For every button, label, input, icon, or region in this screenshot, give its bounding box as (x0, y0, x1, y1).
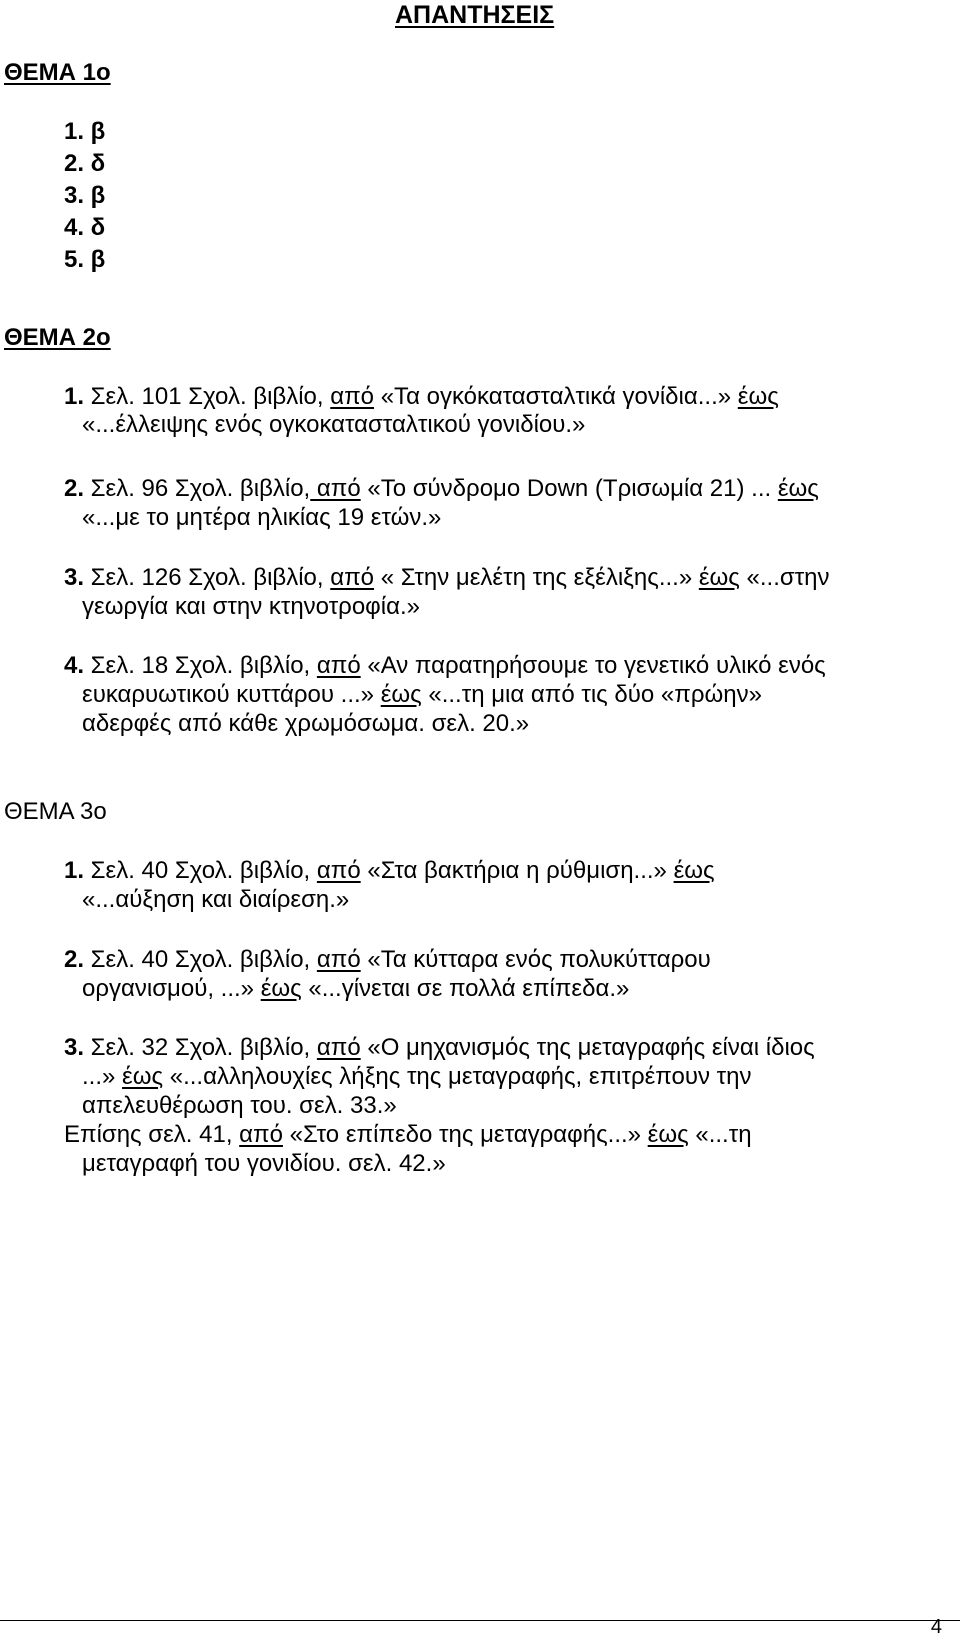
thema2-q4-eos: έως (380, 681, 422, 708)
page-number: 4 (930, 1616, 942, 1638)
thema1-answer-1: 1. β (64, 118, 106, 145)
thema1-answer-4: 4. δ (64, 214, 106, 241)
thema3-q2-ref: Σελ. 40 Σχολ. βιβλίο, (84, 946, 317, 973)
thema2-q2-quote-end: «...με το μητέρα ηλικίας 19 ετών.» (82, 504, 442, 531)
thema2-q2-number: 2. (64, 475, 85, 502)
thema3-q3-eos: έως (122, 1063, 164, 1090)
thema3-q3-ref: Σελ. 32 Σχολ. βιβλίο, (84, 1034, 317, 1061)
thema3-also-quote-end: μεταγραφή του γονιδίου. σελ. 42.» (82, 1150, 446, 1177)
thema2-q3-quote-start: « Στην μελέτη της εξέλιξης...» (374, 564, 699, 591)
thema1-answer-5: 5. β (64, 246, 106, 273)
thema3-q3-quote-end-start: «...αλληλουχίες λήξης της μεταγραφής, επιτρέπουν την (163, 1063, 752, 1090)
thema2-q3-quote-end-start: «...στην (739, 564, 830, 591)
thema3-q2-line2 (82, 974, 629, 1004)
thema3-q3-line1 (64, 1033, 815, 1063)
thema3-q3-quote-cont: ...» (82, 1063, 123, 1090)
thema3-also-ref: Επίσης σελ. 41, (64, 1121, 240, 1148)
thema3-q2-quote-end: «...γίνεται σε πολλά επίπεδα.» (301, 975, 630, 1002)
thema2-q1-apo: από (330, 383, 375, 410)
thema2-q2-apo: από (310, 475, 361, 502)
thema3-q3-quote-start: «Ο μηχανισμός της μεταγραφής είναι ίδιος (360, 1034, 815, 1061)
thema3-q2-apo: από (316, 946, 361, 973)
thema3-q3-number: 3. (64, 1034, 85, 1061)
thema2-q2-ref: Σελ. 96 Σχολ. βιβλίο, (84, 475, 311, 502)
footer-rule (0, 1620, 960, 1621)
thema3-q1-apo: από (316, 857, 361, 884)
thema2-heading: ΘΕΜΑ 2ο (4, 324, 111, 351)
thema2-q4-quote-start: «Αν παρατηρήσουμε το γενετικό υλικό ενός (360, 652, 826, 679)
thema2-q3-eos: έως (698, 564, 740, 591)
thema1-answer-2: 2. δ (64, 150, 106, 177)
thema3-q2-eos: έως (260, 975, 302, 1002)
thema3-q1-ref: Σελ. 40 Σχολ. βιβλίο, (84, 857, 317, 884)
thema3-q1-quote-start: «Στα βακτήρια η ρύθμιση...» (360, 857, 674, 884)
thema3-q1-eos: έως (673, 857, 715, 884)
thema2-q1-quote-end: «...έλλειψης ενός ογκοκατασταλτικού γονιδίου.» (82, 411, 586, 438)
thema3-also-apo: από (239, 1121, 283, 1148)
thema2-q3-ref: Σελ. 126 Σχολ. βιβλίο, (84, 564, 331, 591)
thema2-q4-quote-end: αδερφές από κάθε χρωμόσωμα. σελ. 20.» (82, 710, 530, 737)
thema3-q3-quote-end: απελευθέρωση του. σελ. 33.» (82, 1092, 397, 1119)
thema2-q3-line1 (64, 563, 830, 593)
thema3-also-quote-end-start: «...τη (688, 1121, 752, 1148)
thema2-q2-line1 (64, 474, 819, 504)
thema3-also-eos: έως (647, 1121, 689, 1148)
thema3-q2-line1 (64, 945, 711, 975)
thema3-q2-quote-start: «Τα κύτταρα ενός πολυκύτταρου (360, 946, 711, 973)
thema2-q2-quote-start: «Το σύνδρομο Down (Τρισωμία 21) ... (360, 475, 778, 502)
thema3-q1-quote-end: «...αύξηση και διαίρεση.» (82, 886, 350, 913)
thema1-heading: ΘΕΜΑ 1ο (4, 59, 111, 86)
thema3-q3-apo: από (316, 1034, 361, 1061)
thema3-q1-line1 (64, 856, 715, 886)
thema3-heading: ΘΕΜΑ 3ο (4, 798, 107, 825)
thema2-q3-number: 3. (64, 564, 85, 591)
thema2-q1-quote-start: «Τα ογκόκατασταλτικά γονίδια...» (374, 383, 738, 410)
thema2-q4-number: 4. (64, 652, 85, 679)
thema2-q1-number: 1. (64, 383, 85, 410)
thema2-q1-line1 (64, 382, 779, 412)
thema2-q3-quote-end: γεωργία και στην κτηνοτροφία.» (82, 593, 420, 620)
thema2-q4-apo: από (316, 652, 361, 679)
thema3-q1-number: 1. (64, 857, 85, 884)
thema2-q1-eos: έως (737, 383, 779, 410)
thema1-answer-3: 3. β (64, 182, 106, 209)
thema2-q4-ref: Σελ. 18 Σχολ. βιβλίο, (84, 652, 317, 679)
thema2-q4-line2 (82, 680, 762, 710)
thema2-q4-line1 (64, 651, 826, 681)
page-title: ΑΠΑΝΤΗΣΕΙΣ (395, 1, 555, 29)
thema2-q2-eos: έως (777, 475, 819, 502)
thema3-also-quote-start: «Στο επίπεδο της μεταγραφής...» (282, 1121, 648, 1148)
thema3-q2-quote-cont: οργανισμού, ...» (82, 975, 261, 1002)
thema3-q3-line2 (82, 1062, 752, 1092)
thema2-q1-ref: Σελ. 101 Σχολ. βιβλίο, (84, 383, 331, 410)
thema2-q4-quote-end-start: «...τη μια από τις δύο «πρώην» (421, 681, 762, 708)
thema3-also-line1 (64, 1120, 752, 1150)
thema3-q2-number: 2. (64, 946, 85, 973)
thema2-q3-apo: από (330, 564, 375, 591)
thema2-q4-quote-cont: ευκαρυωτικού κυττάρου ...» (82, 681, 381, 708)
